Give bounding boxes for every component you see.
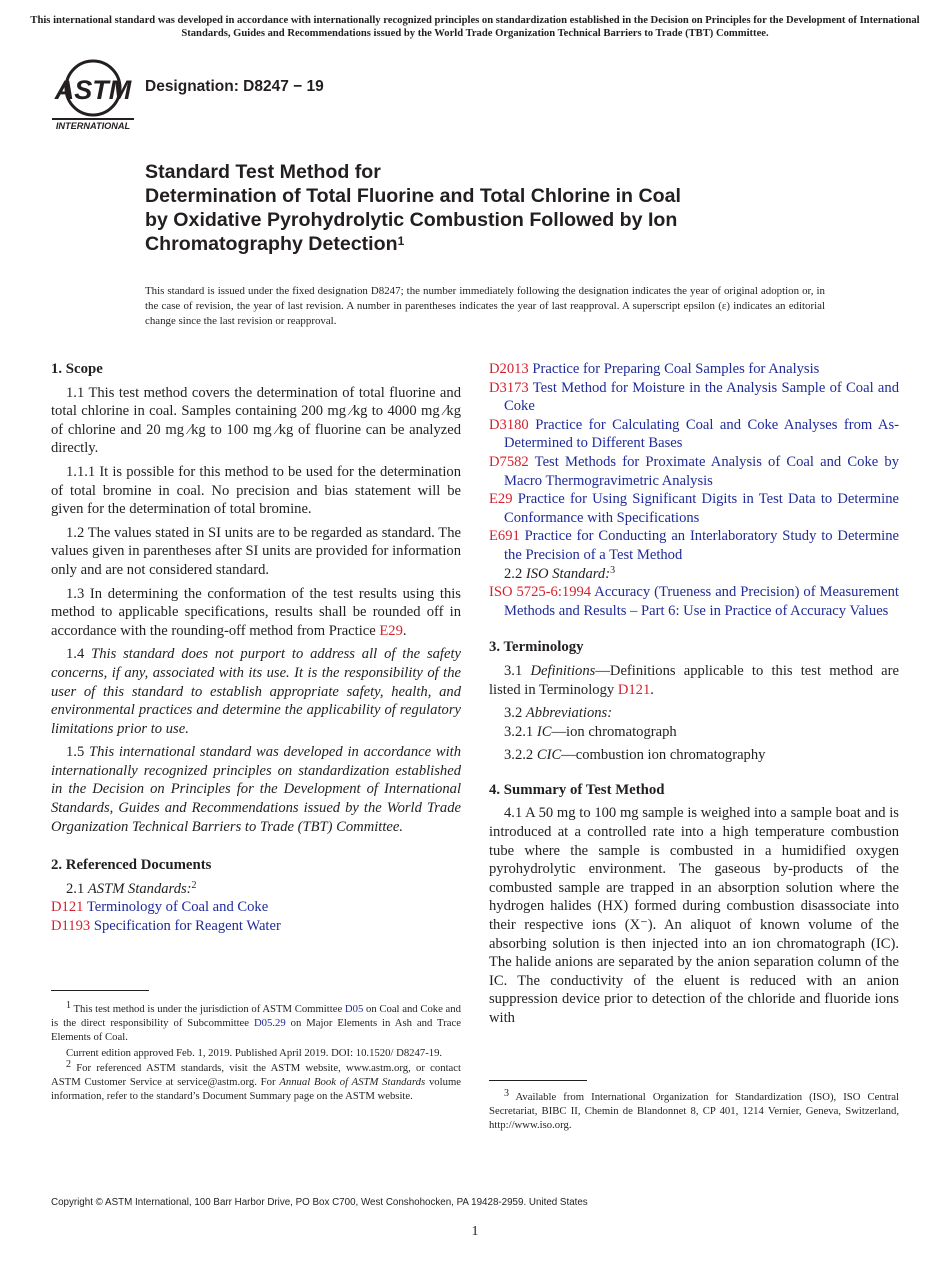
designation: Designation: D8247 − 19 (145, 78, 324, 95)
footnote-rule-right (489, 1080, 587, 1081)
page-number: 1 (471, 1224, 479, 1239)
ref-item[interactable]: D3173 Test Method for Moisture in the Analysis Sample of Coal and Coke (489, 379, 899, 415)
issuance-note: This standard is issued under the fixed designation D8247; the number immediately following the designation indicates the year of original adoption or, in the case of revision, the year of last revision. A number in parentheses indicates the year of last reapproval. A superscript epsilon (ε) indicates an editorial change since the last revision or reapproval. (145, 285, 825, 328)
para-1-5: 1.5 This international standard was developed in accordance with internationally recognized principles on standardization established in the Decision on Principles for the Development of International Standards, Guides and Recommendations issued by the World Trade Organization Technical Barriers to Trade (TBT) Committee. (51, 744, 462, 835)
astm-logo-icon (52, 56, 134, 132)
footnote-3: 3 Available from International Organization for Standardization (ISO), ISO Central Secretariat, BIBC II, Chemin de Blandonnet 8, CP 401, 1214 Vernier, Geneva, Switzerland, http://www.iso.org. (489, 1088, 899, 1132)
para-3-2-1: 3.2.1 IC—ion chromatograph (504, 723, 677, 740)
para-3-2-2: 3.2.2 CIC—combustion ion chromatography (504, 747, 766, 764)
ref-item[interactable]: E691 Practice for Conducting an Interlaboratory Study to Determine the Precision of a Test Method (489, 528, 900, 563)
ref-item[interactable]: D2013 Practice for Preparing Coal Samples for Analysis (489, 361, 820, 377)
footnote-rule-left (51, 990, 149, 991)
footnotes-left (51, 1002, 461, 1104)
footnote-1-edition: Current edition approved Feb. 1, 2019. Published April 2019. DOI: 10.1520/ D8247-19. (66, 1046, 443, 1059)
para-3-2: 3.2 Abbreviations: (504, 705, 613, 722)
title-line-4: Chromatography Detection (145, 233, 398, 255)
ref-item[interactable]: D7582 Test Methods for Proximate Analysis of Coal and Coke by Macro Thermogravimetric Analysis (489, 453, 899, 489)
para-1-1-1: 1.1.1 It is possible for this method to be used for the determination of total bromine in coal. No precision and bias statement will be given for the determination of total bromine. (51, 463, 461, 518)
iso-standard-label: ISO Standard: (525, 565, 611, 582)
tbt-notice: This international standard was developed in accordance with internationally recognized principles on standardization established in the Decision on Principles for the Development of International Standards, Guides and Recommendations issued by the World Trade Organization Technical Barriers to Trade (TBT) Committee. (30, 15, 920, 39)
ref-item[interactable]: D121 Terminology of Coal and Coke (51, 899, 269, 916)
para-1-3: 1.3 In determining the conformation of the test results using this method to applicable specifications, results shall be rounded off in accordance with the rounding-off method from Practice E29. (51, 585, 461, 639)
copyright: Copyright © ASTM International, 100 Barr Harbor Drive, PO Box C700, West Conshohocken, PA 19428-2959. United States (51, 1197, 588, 1208)
title-footnote-mark: 1 (397, 234, 405, 248)
para-3-1: 3.1 Definitions—Definitions applicable to this test method are listed in Terminology D121. (489, 662, 899, 698)
para-4-1: 4.1 A 50 mg to 100 mg sample is weighed into a sample boat and is introduced at a controlled rate into a high temperature combustion tube where the sample is combusted in a humidified oxygen pyrohydrolytic environment. The gaseous by-products of the combusted sample are trapped in an absorption solution where the hydrogen halides (HX) formed during combustion disassociate into their respective ions (X⁻). An aliquot of known volume of the absorbing solution is then injected into an ion chromatograph (IC). The halide anions are separated by the anion separation column of the IC. The conductivity of the eluent is reduced with an anion suppression device prior to detection of the chloride and fluoride ions with (489, 805, 899, 1026)
title-line-2: Determination of Total Fluorine and Total Chlorine in Coal (145, 185, 681, 207)
ref-item[interactable]: E29 Practice for Using Significant Digits in Test Data to Determine Conformance with Specifications (489, 491, 899, 526)
link-d121[interactable]: D121 (617, 681, 651, 698)
right-column: D2013 Practice for Preparing Coal Samples for Analysis D3173 Test Method for Moisture in the Analysis Sample of Coal and Coke D3180 Practice for Calculating Coal and Coke Analyses from As-Determined to Different Bases D7582 Test Methods for Proximate Analysis of Coal and Coke by Macro Thermogravimetric Analysis E29 Practice for Using Significant Digits in Test Data to Determine Conformance with Specifications E691 Practice for Conducting an Interlaboratory Study to Determine the Precision of a Test Method 2.2 ISO Standard:$^3$ ISO 5725-6:1994 Accuracy (Trueness and Precision) of Measurement Methods and Results – Part 6: Use in Practice of Accuracy Values 3. Terminology 3.1 Definitions—Definitions applicable to this test method are listed in Terminology D121. 3.2 Abbreviations: 3.2.1 IC—ion chromatograph 3.2.2 CIC—combustion ion chromatography 4. Summary of Test Method 4.1 A 50 mg to 100 mg sample is weighed into a sample boat and is introduced at a controlled rate into a high temperature combustion tube where the sample is combusted in a humidified oxygen pyrohydrolytic environment. The gaseous by-products of the combusted sample are trapped in an absorption solution where the hydrogen halides (HX) formed during combustion disassociate into their respective ions (X⁻). An aliquot of known volume of the absorbing solution is then injected into an ion chromatograph (IC). The halide anions are separated by the anion separation column of the IC. The conductivity of the eluent is reduced with an anion suppression device prior to detection of the chloride and fluoride ions with (489, 361, 900, 1026)
footnote-1: 1 This test method is under the jurisdiction of ASTM Committee D05 on Coal and Coke and is the direct responsibility of Subcommittee D05.29 on Major Elements in Ash and Trace Elements of Coal. (51, 1000, 461, 1044)
astm-standards-label: ASTM Standards: (87, 880, 192, 897)
para-1-1: 1.1 This test method covers the determination of total fluorine and total chlorine in coal. Samples containing 200 mg ⁄kg to 4000 mg ⁄kg of chlorine and 20 mg ⁄kg to 100 mg ⁄kg of fluorine can be analyzed directly. (51, 384, 461, 457)
left-column: 1. Scope 1.1 This test method covers the determination of total fluorine and total chlorine in coal. Samples containing 200 mg ⁄kg to 4000 mg ⁄kg of chlorine and 20 mg ⁄kg to 100 mg ⁄kg of fluorine can be analyzed directly. 1.1.1 It is possible for this method to be used for the determination of total bromine in coal. No precision and bias statement will be given for the determination of total bromine. 1.2 The values stated in SI units are to be regarded as standard. The values given in parentheses after SI units are provided for information only and are not considered standard. 1.3 In determining the conformation of the test results using this method to applicable specifications, results shall be rounded off in accordance with the rounding-off method from Practice E29. 1.4 This standard does not purport to address all of the safety concerns, if any, associated with its use. It is the responsibility of the user of this standard to establish appropriate safety, health, and environmental practices and determine the applicability of regulatory limitations prior to use. 1.5 This international standard was developed in accordance with internationally recognized principles on standardization established in the Decision on Principles for the Development of International Standards, Guides and Recommendations issued by the World Trade Organization Technical Barriers to Trade (TBT) Committee. 2. Referenced Documents 2.1 ASTM Standards:$^2$ D121 Terminology of Coal and Coke D1193 Specification for Reagent Water (51, 361, 462, 935)
ref-item[interactable]: D3180 Practice for Calculating Coal and Coke Analyses from As-Determined to Different Bases (489, 416, 899, 452)
para-1-2: 1.2 The values stated in SI units are to be regarded as standard. The values given in parentheses after SI units are provided for information only and are not considered standard. (51, 524, 461, 578)
section-summary-heading: 4. Summary of Test Method (489, 781, 665, 798)
ref-item[interactable]: D1193 Specification for Reagent Water (51, 918, 281, 935)
para-1-4: 1.4 This standard does not purport to address all of the safety concerns, if any, associated with its use. It is the responsibility of the user of this standard to establish appropriate safety, health, and environmental practices and determine the applicability of regulatory limitations prior to use. (51, 646, 461, 737)
title-line-3: by Oxidative Pyrohydrolytic Combustion Followed by Ion (145, 209, 678, 231)
logo-letters: ASTM (54, 75, 132, 105)
astm-logo (52, 56, 134, 132)
title-line-1: Standard Test Method for (145, 161, 381, 183)
section-terminology-heading: 3. Terminology (489, 639, 584, 656)
logo-org: INTERNATIONAL (55, 121, 131, 131)
footnote-2: 2 For referenced ASTM standards, visit the ASTM website, www.astm.org, or contact ASTM Customer Service at service@astm.org. For Annual Book of ASTM Standards volume information, refer to the standard’s Document Summary page on the ASTM website. (51, 1058, 461, 1103)
section-scope-heading: 1. Scope (51, 361, 103, 377)
footnotes-right (489, 1090, 899, 1134)
ref-item-iso[interactable]: ISO 5725-6:1994 Accuracy (Trueness and Precision) of Measurement Methods and Results – Part 6: Use in Practice of Accuracy Values (489, 584, 899, 619)
section-refdocs-heading: 2. Referenced Documents (51, 857, 212, 874)
document-title (145, 160, 865, 256)
link-e29[interactable]: E29 (379, 622, 403, 639)
